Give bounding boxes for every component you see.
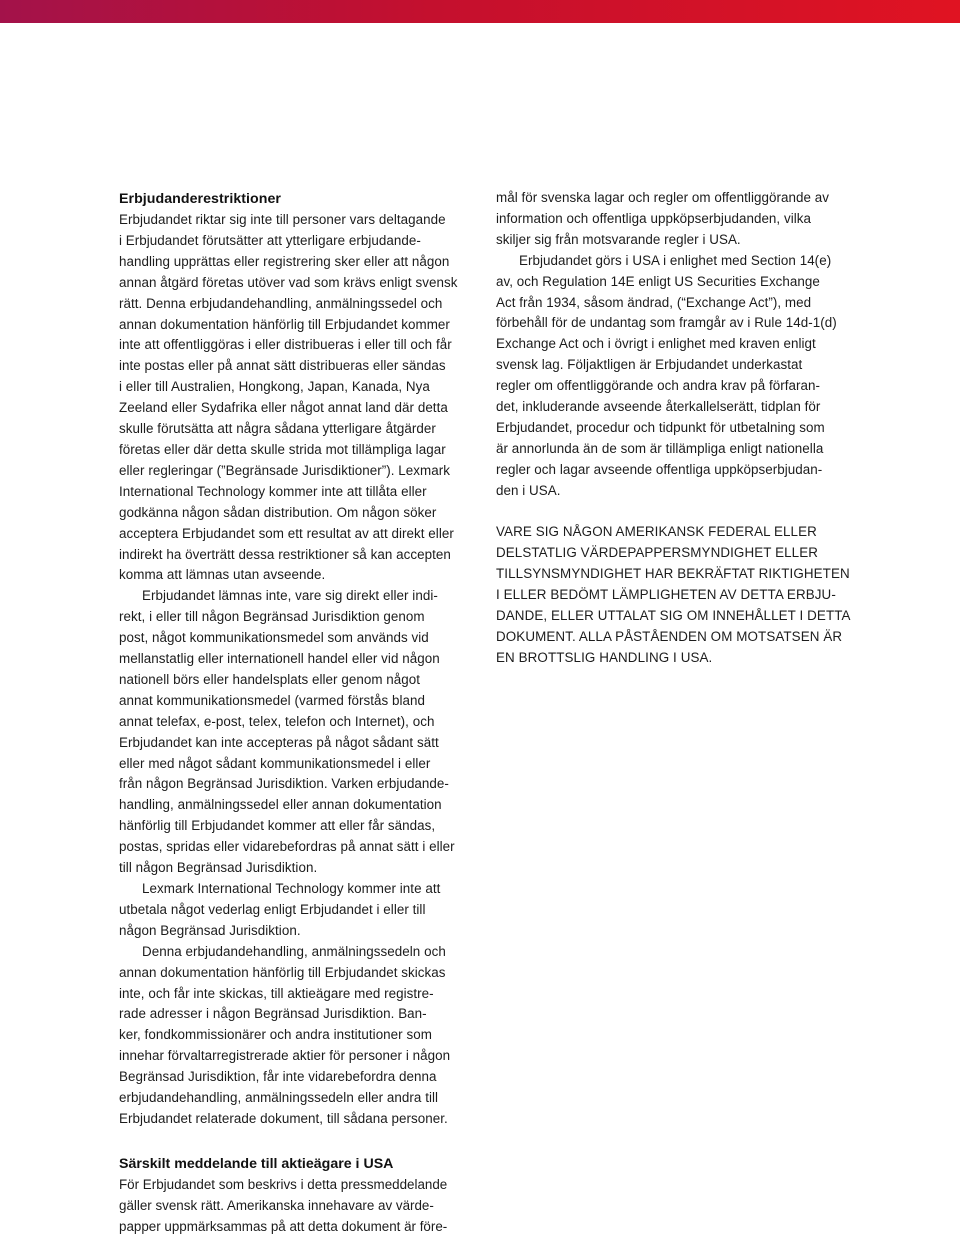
text-line: annat kommunikationsmedel (varmed förstås bland <box>119 692 426 708</box>
text-line: annan åtgärd företas utöver vad som krävs enligt svensk <box>119 274 458 290</box>
text-line: post, något kommunikationsmedel som används vid <box>119 630 429 646</box>
text-line: eller med något sådant kommunikationsmedel i eller <box>119 755 431 771</box>
text-line: förbehåll för de undantag som framgår av i Rule 14d-1(d) <box>496 315 837 331</box>
text-line: av, och Regulation 14E enligt US Securities Exchange <box>496 273 820 289</box>
text-line: Erbjudandet, procedur och tidpunkt för utbetalning som <box>496 419 825 435</box>
text-line: ker, fondkommissionärer och andra institutioner som <box>119 1027 432 1043</box>
text-line: i eller till Australien, Hongkong, Japan, Kanada, Nya <box>119 379 430 395</box>
text-line: Begränsad Jurisdiktion, får inte vidarebefordra denna <box>119 1069 437 1085</box>
text-line: Denna erbjudandehandling, anmälningssedeln och <box>142 943 446 959</box>
offer-restrictions-body <box>119 210 469 1130</box>
text-line: indirekt ha överträtt dessa restriktioner så kan accepten <box>119 546 451 562</box>
text-line: postas, spridas eller vidarebefordras på annat sätt i eller <box>119 839 455 855</box>
text-line: International Technology kommer inte att tillåta eller <box>119 483 427 499</box>
text-line: skiljer sig från motsvarande regler i USA. <box>496 231 741 247</box>
text-line: annat telefax, e-post, telex, telefon och Internet), och <box>119 713 435 729</box>
text-line: är annorlunda än de som är tillämpliga enligt nationella <box>496 440 824 456</box>
caps-text-line: DOKUMENT. ALLA PÅSTÅENDEN OM MOTSATSEN ÄR <box>496 629 843 645</box>
text-line: företas eller där detta skulle strida mot tillämpliga lagar <box>119 441 446 457</box>
text-line: komma att lämnas utan avseende. <box>119 567 326 583</box>
text-line: rekt, i eller till någon Begränsad Jurisdiktion genom <box>119 609 425 625</box>
right-column <box>496 188 851 669</box>
us-notice-heading: Särskilt meddelande till aktieägare i USA <box>119 1156 394 1172</box>
text-line: Act från 1934, såsom ändrad, (“Exchange Act”), med <box>496 294 812 310</box>
us-notice-section <box>119 1154 469 1238</box>
us-notice-body <box>119 1175 469 1238</box>
text-line: godkänna någon sådan distribution. Om någon söker <box>119 504 437 520</box>
text-line: skulle förutsätta att några sådana ytterligare åtgärder <box>119 421 436 437</box>
text-line: För Erbjudandet som beskrivs i detta pressmeddelande <box>119 1177 448 1192</box>
text-line: Erbjudandet lämnas inte, vare sig direkt eller indi- <box>142 588 438 604</box>
text-line: i Erbjudandet förutsätter att ytterligare erbjudande- <box>119 232 421 248</box>
text-line: Exchange Act och i övrigt i enlighet med kraven enligt <box>496 336 816 352</box>
text-line: svensk lag. Följaktligen är Erbjudandet underkastat <box>496 357 803 373</box>
text-line: annan dokumentation hänförlig till Erbjudandet kommer <box>119 316 450 332</box>
header-accent-bar <box>0 0 960 23</box>
text-line: nationell börs eller handelsplats eller genom något <box>119 671 421 687</box>
text-line: inte postas eller på annat sätt distribueras eller sändas <box>119 358 446 374</box>
text-line: mål för svenska lagar och regler om offentliggörande av <box>496 190 829 205</box>
text-line: inte, och får inte skickas, till aktieägare med registre- <box>119 985 434 1001</box>
text-line: inte att offentliggöras i eller distribueras i eller till och får <box>119 337 452 353</box>
text-line: någon Begränsad Jurisdiktion. <box>119 922 301 938</box>
text-line: erbjudandehandling, anmälningssedeln eller andra till <box>119 1090 439 1106</box>
offer-restrictions-heading: Erbjudanderestriktioner <box>119 191 281 207</box>
text-line: gäller svensk rätt. Amerikanska innehavare av värde- <box>119 1197 434 1213</box>
text-line: från någon Begränsad Jurisdiktion. Varken erbjudande- <box>119 776 449 792</box>
text-line: rade adresser i någon Begränsad Jurisdiktion. Ban- <box>119 1006 427 1022</box>
text-line: till någon Begränsad Jurisdiktion. <box>119 860 318 876</box>
caps-text-line: DANDE, ELLER UTTALAT SIG OM INNEHÅLLET I DETTA <box>496 608 851 624</box>
text-line: information och offentliga uppköpserbjudanden, vilka <box>496 210 812 226</box>
text-line: hänförlig till Erbjudandet kommer att eller får sändas, <box>119 818 436 834</box>
text-line: annan dokumentation hänförlig till Erbjudandet skickas <box>119 964 446 980</box>
text-line: Erbjudandet relaterade dokument, till sådana personer. <box>119 1110 448 1126</box>
caps-text-line: VARE SIG NÅGON AMERIKANSK FEDERAL ELLER <box>496 524 817 540</box>
text-line: papper uppmärksammas på att detta dokument är före- <box>119 1218 448 1234</box>
text-line: utbetala något vederlag enligt Erbjudandet i eller till <box>119 901 426 917</box>
text-line: Erbjudandet kan inte accepteras på något sådant sätt <box>119 734 439 750</box>
text-line: mellanstatlig eller internationell handel eller vid någon <box>119 651 440 667</box>
text-line: Zeeland eller Sydafrika eller något annat land där detta <box>119 400 448 416</box>
us-disclaimer-caps <box>496 522 851 668</box>
text-line: regler och lagar avseende offentliga uppköpserbjudan- <box>496 461 823 477</box>
us-notice-continued-body <box>496 188 846 502</box>
caps-text-line: EN BROTTSLIG HANDLING I USA. <box>496 649 713 665</box>
text-line: Lexmark International Technology kommer inte att <box>142 881 441 896</box>
text-line: det, inkluderande avseende återkallelserätt, tidplan för <box>496 399 821 415</box>
text-line: den i USA. <box>496 482 561 498</box>
text-line: rätt. Denna erbjudandehandling, anmälningssedel och <box>119 295 443 311</box>
text-line: acceptera Erbjudandet som ett resultat av att direkt eller <box>119 525 454 541</box>
text-line: regler om offentliggörande och andra krav på förfaran- <box>496 378 821 394</box>
caps-text-line: I ELLER BEDÖMT LÄMPLIGHETEN AV DETTA ERBJU- <box>496 587 836 603</box>
caps-text-line: DELSTATLIG VÄRDEPAPPERSMYNDIGHET ELLER <box>496 545 819 561</box>
text-line: innehar förvaltarregistrerade aktier för personer i någon <box>119 1048 451 1064</box>
caps-text-line: TILLSYNSMYNDIGHET HAR BEKRÄFTAT RIKTIGHETEN <box>496 566 850 582</box>
text-line: eller regleringar (”Begränsade Jurisdiktioner”). Lexmark <box>119 462 451 478</box>
text-line: Erbjudandet görs i USA i enlighet med Section 14(e) <box>519 252 832 268</box>
left-column <box>119 189 469 1130</box>
text-line: handling upprättas eller registrering sker eller att någon <box>119 253 450 269</box>
text-line: handling, anmälningssedel eller annan dokumentation <box>119 797 442 813</box>
paragraph-spacer <box>496 502 846 523</box>
text-line: Erbjudandet riktar sig inte till personer vars deltagande <box>119 212 446 227</box>
